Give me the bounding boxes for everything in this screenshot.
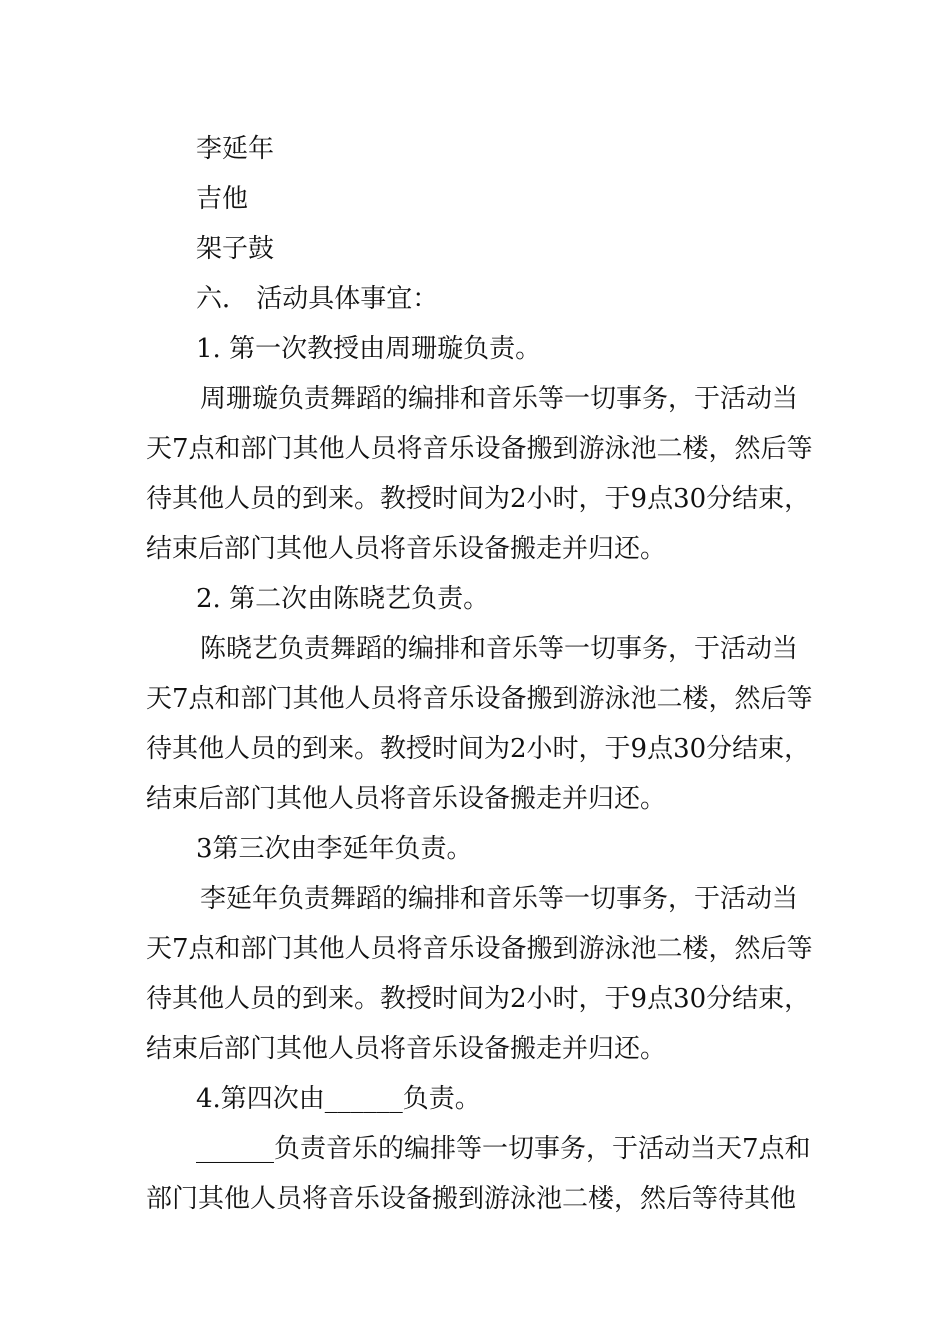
item-heading-4: 4.第四次由______负责。 [196, 1084, 481, 1114]
paragraph-line: 天7点和部门其他人员将音乐设备搬到游泳池二楼，然后等 [146, 684, 813, 714]
paragraph-line: 待其他人员的到来。教授时间为2小时，于9点30分结束， [146, 734, 811, 764]
paragraph-line: 待其他人员的到来。教授时间为2小时，于9点30分结束， [146, 984, 811, 1014]
list-item-guitar: 吉他 [196, 184, 249, 214]
list-item-instructor-li: 李延年 [196, 134, 275, 164]
paragraph-line: 陈晓艺负责舞蹈的编排和音乐等一切事务，于活动当 [200, 634, 799, 664]
paragraph-line: 结束后部门其他人员将音乐设备搬走并归还。 [146, 784, 667, 814]
paragraph-line: 李延年负责舞蹈的编排和音乐等一切事务，于活动当 [200, 884, 799, 914]
paragraph-line: 待其他人员的到来。教授时间为2小时，于9点30分结束， [146, 484, 811, 514]
item-heading-2: 2. 第二次由陈晓艺负责。 [196, 584, 490, 614]
paragraph-line: ______负责音乐的编排等一切事务，于活动当天7点和 [196, 1134, 811, 1164]
paragraph-line: 结束后部门其他人员将音乐设备搬走并归还。 [146, 534, 667, 564]
paragraph-line: 部门其他人员将音乐设备搬到游泳池二楼，然后等待其他 [146, 1184, 797, 1214]
paragraph-line: 周珊璇负责舞蹈的编排和音乐等一切事务，于活动当 [200, 384, 799, 414]
list-item-drums: 架子鼓 [196, 234, 275, 264]
paragraph-line: 天7点和部门其他人员将音乐设备搬到游泳池二楼，然后等 [146, 434, 813, 464]
item-heading-1: 1. 第一次教授由周珊璇负责。 [196, 334, 542, 364]
item-heading-3: 3第三次由李延年负责。 [196, 834, 473, 864]
paragraph-line: 结束后部门其他人员将音乐设备搬走并归还。 [146, 1034, 667, 1064]
paragraph-line: 天7点和部门其他人员将音乐设备搬到游泳池二楼，然后等 [146, 934, 813, 964]
section-heading: 六． 活动具体事宜： [196, 284, 439, 314]
